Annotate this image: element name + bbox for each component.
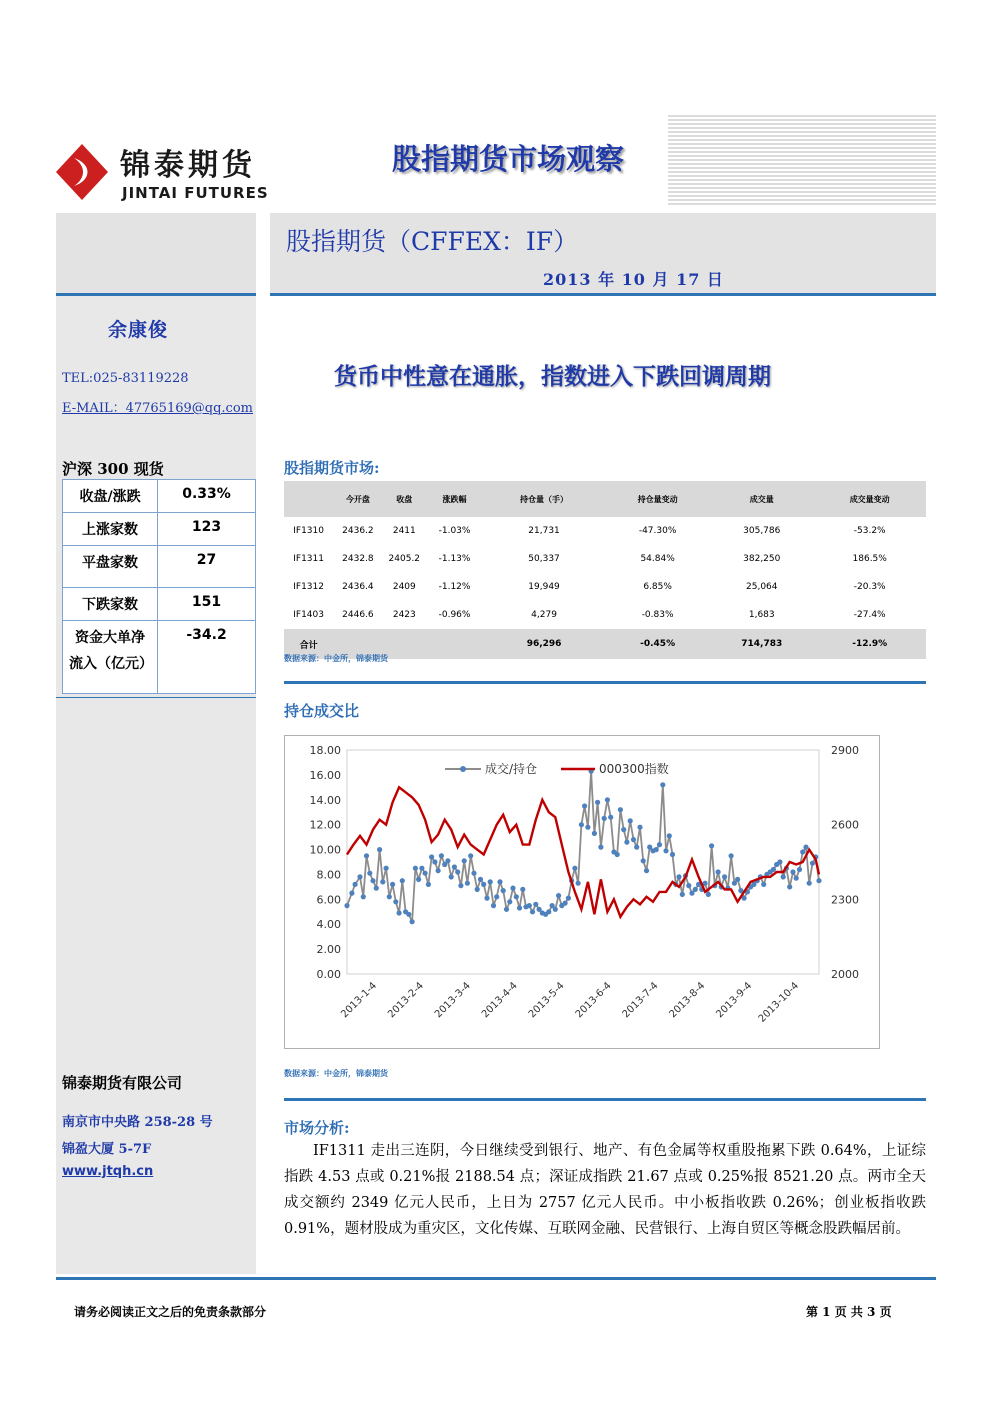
column-header: 成交量变动 xyxy=(813,481,926,517)
legend-index-label: 000300指数 xyxy=(599,762,669,776)
series-ratio-point xyxy=(686,883,691,888)
table-cell: 2405.2 xyxy=(388,554,421,564)
series-ratio-point xyxy=(491,903,496,908)
x-tick-label: 2013-10-4 xyxy=(756,980,802,1025)
series-ratio-point xyxy=(353,882,358,887)
series-ratio-point xyxy=(631,837,636,842)
table-cell: -0.83% xyxy=(641,610,674,620)
x-tick-label: 2013-6-4 xyxy=(573,980,614,1021)
y-left-tick-label: 12.00 xyxy=(309,818,341,832)
legend-ratio-marker xyxy=(460,766,466,772)
stats-row xyxy=(63,480,256,513)
y-left-tick-label: 0.00 xyxy=(316,968,341,981)
table-cell: -47.30% xyxy=(638,526,677,536)
table-cell: 合计 xyxy=(284,629,333,659)
series-ratio-point xyxy=(624,840,629,845)
series-ratio-point xyxy=(621,827,626,832)
series-ratio-point xyxy=(771,867,776,872)
series-ratio-point xyxy=(468,853,473,858)
series-ratio-point xyxy=(501,888,506,893)
x-tick-label: 2013-5-4 xyxy=(526,980,567,1021)
series-ratio-point xyxy=(576,881,581,886)
column-header: 持仓量变动 xyxy=(605,481,710,517)
table-cell: 1,683 xyxy=(748,610,775,620)
table-cell: 19,949 xyxy=(528,582,560,592)
series-ratio-point xyxy=(598,845,603,850)
divider xyxy=(284,1098,926,1101)
series-ratio-point xyxy=(478,877,483,882)
table-cell: 2436.2 xyxy=(342,526,374,536)
series-ratio-point xyxy=(377,847,382,852)
table-cell xyxy=(383,629,427,659)
series-ratio-point xyxy=(615,852,620,857)
series-ratio-point xyxy=(641,858,646,863)
series-ratio-point xyxy=(637,825,642,830)
series-ratio-point xyxy=(787,884,792,889)
company-address-line2: 锦盈大厦 5-7F xyxy=(62,1142,152,1157)
analysis-paragraph: IF1311 走出三连阴，今日继续受到银行、地产、有色金属等权重股拖累下跌 0.64%，上证综指跌 4.53 点或 0.21%报 2188.54 点；深证成指跌 21.67 点或 0.25%报 8521.20 点。两市全天成交额约 2349 亿元人民币，上日为 2757 亿元人民币。中小板指收跌 0.26%；创业板指收跌 0.91%，题材股成为重灾区，文化传媒、互联网金融、民营银行、上海自贸区等概念股跌幅居前。 xyxy=(284,1143,926,1237)
stats-value: 0.33% xyxy=(158,480,256,513)
y-left-tick-label: 6.00 xyxy=(316,893,341,907)
table-cell: 50,337 xyxy=(528,554,560,564)
series-ratio-point xyxy=(618,807,623,812)
series-ratio-point xyxy=(634,845,639,850)
series-ratio-point xyxy=(380,879,385,884)
series-ratio-point xyxy=(667,833,672,838)
x-tick-label: 2013-2-4 xyxy=(386,980,427,1021)
table-cell: 6.85% xyxy=(643,582,672,592)
series-ratio-point xyxy=(644,868,649,873)
series-ratio-point xyxy=(465,881,470,886)
series-ratio-point xyxy=(406,912,411,917)
column-header: 今开盘 xyxy=(333,481,382,517)
company-website-link[interactable]: www.jtqh.cn xyxy=(62,1164,154,1179)
series-ratio-point xyxy=(374,886,379,891)
series-ratio-point xyxy=(400,878,405,883)
market-table-header xyxy=(284,481,926,517)
series-ratio-point xyxy=(452,864,457,869)
series-ratio-point xyxy=(416,877,421,882)
series-ratio-point xyxy=(579,822,584,827)
column-header: 涨跌幅 xyxy=(426,481,483,517)
stats-label: 资金大单净流入（亿元） xyxy=(63,621,158,694)
table-cell xyxy=(426,629,483,659)
table-cell: 96,296 xyxy=(483,629,605,659)
company-name: 锦泰期货有限公司 xyxy=(62,1074,183,1092)
author-email-link[interactable]: E-MAIL：47765169@qq.com xyxy=(62,401,253,416)
x-tick-label: 2013-7-4 xyxy=(620,980,661,1021)
ratio-chart-svg xyxy=(285,736,879,1048)
footer-page-number: 第 1 页 共 3 页 xyxy=(806,1305,892,1319)
series-ratio-point xyxy=(387,894,392,899)
headline: 货币中性意在通胀，指数进入下跌回调周期 xyxy=(334,363,771,390)
y-left-tick-label: 14.00 xyxy=(309,793,341,807)
series-ratio-point xyxy=(533,902,538,907)
series-ratio-point xyxy=(553,907,558,912)
divider xyxy=(284,681,926,684)
series-ratio-point xyxy=(790,869,795,874)
series-ratio-point xyxy=(367,871,372,876)
series-ratio-point xyxy=(426,882,431,887)
table-cell: -20.3% xyxy=(853,582,886,592)
series-ratio-point xyxy=(517,905,522,910)
series-ratio-point xyxy=(706,892,711,897)
series-ratio-point xyxy=(357,874,362,879)
analysis-section-title: 市场分析: xyxy=(284,1119,350,1137)
series-ratio-point xyxy=(608,815,613,820)
x-tick-label: 2013-4-4 xyxy=(479,980,520,1021)
stats-row xyxy=(63,513,256,546)
series-ratio-point xyxy=(660,782,665,787)
series-ratio-point xyxy=(410,919,415,924)
source-note: 数据来源：中金所，锦泰期货 xyxy=(284,1068,388,1078)
series-ratio-point xyxy=(800,849,805,854)
y-left-tick-label: 8.00 xyxy=(316,868,341,882)
source-note: 数据来源：中金所，锦泰期货 xyxy=(284,653,388,663)
table-row xyxy=(284,517,926,545)
y-left-tick-label: 18.00 xyxy=(309,744,341,757)
series-ratio-point xyxy=(494,894,499,899)
table-cell: -12.9% xyxy=(813,629,926,659)
table-cell: 25,064 xyxy=(746,582,778,592)
series-ratio-point xyxy=(471,871,476,876)
stats-row xyxy=(63,546,256,588)
series-ratio-point xyxy=(413,866,418,871)
table-cell: 305,786 xyxy=(743,526,781,536)
table-cell: 2409 xyxy=(392,582,416,592)
series-ratio-point xyxy=(777,859,782,864)
divider xyxy=(56,697,256,698)
series-ratio-point xyxy=(716,869,721,874)
series-ratio-point xyxy=(585,825,590,830)
column-header: 持仓量（手） xyxy=(483,481,605,517)
column-header xyxy=(284,481,333,517)
series-ratio-point xyxy=(595,800,600,805)
table-cell: 2423 xyxy=(392,610,416,620)
series-ratio-point xyxy=(445,858,450,863)
series-ratio-point xyxy=(657,842,662,847)
series-ratio-point xyxy=(729,853,734,858)
logo-text-en: JINTAI FUTURES xyxy=(122,184,269,202)
stats-value: -34.2 xyxy=(158,621,256,694)
y-left-tick-label: 2.00 xyxy=(316,943,341,957)
series-ratio-point xyxy=(572,866,577,871)
series-ratio-point xyxy=(794,876,799,881)
series-ratio-point xyxy=(497,879,502,884)
series-ratio-point xyxy=(680,892,685,897)
series-ratio-point xyxy=(709,843,714,848)
market-table xyxy=(284,481,926,659)
plot-area xyxy=(347,750,819,974)
series-ratio-point xyxy=(458,883,463,888)
table-cell: -0.96% xyxy=(438,610,471,620)
series-ratio-point xyxy=(810,861,815,866)
table-cell: -1.12% xyxy=(438,582,471,592)
chart-section-title: 持仓成交比 xyxy=(284,702,360,720)
series-ratio-point xyxy=(488,879,493,884)
stats-value: 151 xyxy=(158,588,256,621)
report-date: 2013 年 10 月 17 日 xyxy=(543,270,724,289)
column-header: 成交量 xyxy=(710,481,813,517)
y-left-tick-label: 10.00 xyxy=(309,843,341,857)
report-subtitle: 股指期货（CFFEX：IF） xyxy=(286,227,579,256)
series-ratio-point xyxy=(510,886,515,891)
series-ratio-point xyxy=(439,853,444,858)
legend-ratio-label: 成交/持仓 xyxy=(485,762,538,776)
spot-section-title: 沪深 300 现货 xyxy=(62,460,164,478)
table-cell: 2446.6 xyxy=(342,610,374,620)
series-ratio-point xyxy=(344,903,349,908)
table-row xyxy=(284,573,926,601)
series-ratio-point xyxy=(735,877,740,882)
series-ratio-point xyxy=(390,882,395,887)
series-ratio-point xyxy=(484,896,489,901)
y-left-tick-label: 4.00 xyxy=(316,918,341,932)
series-ratio-point xyxy=(393,899,398,904)
table-row xyxy=(284,601,926,629)
table-cell: -1.13% xyxy=(438,554,471,564)
series-ratio-point xyxy=(475,887,480,892)
series-ratio-point xyxy=(364,853,369,858)
series-ratio-point xyxy=(592,831,597,836)
y-right-tick-label: 2300 xyxy=(831,893,859,907)
table-cell: IF1311 xyxy=(293,554,324,564)
sidebar-header-box xyxy=(56,213,256,293)
series-ratio-point xyxy=(761,882,766,887)
column-header: 收盘 xyxy=(383,481,427,517)
x-tick-label: 2013-1-4 xyxy=(339,980,380,1021)
table-cell: IF1312 xyxy=(293,582,324,592)
series-ratio-point xyxy=(807,881,812,886)
footer-divider xyxy=(56,1277,936,1280)
series-ratio-point xyxy=(563,901,568,906)
series-ratio-point xyxy=(432,859,437,864)
stats-label: 上涨家数 xyxy=(63,513,158,546)
series-ratio-point xyxy=(582,803,587,808)
table-cell: 2411 xyxy=(392,526,416,536)
stats-label: 平盘家数 xyxy=(63,546,158,588)
decorative-stripes xyxy=(668,115,936,207)
table-row xyxy=(284,545,926,573)
table-cell: -1.03% xyxy=(438,526,471,536)
series-ratio-point xyxy=(361,894,366,899)
table-cell: 21,731 xyxy=(528,526,560,536)
table-cell: 186.5% xyxy=(852,554,887,564)
series-ratio-point xyxy=(462,858,467,863)
series-ratio-point xyxy=(816,878,821,883)
stats-row xyxy=(63,588,256,621)
stats-label: 下跌家数 xyxy=(63,588,158,621)
series-ratio-point xyxy=(803,845,808,850)
series-ratio-point xyxy=(436,868,441,873)
table-cell: 714,783 xyxy=(710,629,813,659)
series-ratio-point xyxy=(676,874,681,879)
series-ratio-point xyxy=(654,847,659,852)
series-ratio-point xyxy=(605,797,610,802)
series-ratio-point xyxy=(514,894,519,899)
table-cell: 54.84% xyxy=(640,554,675,564)
series-ratio-point xyxy=(455,869,460,874)
series-ratio-point xyxy=(384,866,389,871)
spot-stats-table xyxy=(62,479,256,694)
series-ratio-point xyxy=(566,896,571,901)
series-ratio-point xyxy=(670,852,675,857)
company-address-line1: 南京市中央路 258-28 号 xyxy=(62,1115,213,1130)
series-ratio-point xyxy=(520,887,525,892)
stats-value: 27 xyxy=(158,546,256,588)
table-cell: 2432.8 xyxy=(342,554,374,564)
y-left-tick-label: 16.00 xyxy=(309,768,341,782)
series-ratio-point xyxy=(429,854,434,859)
series-ratio-point xyxy=(530,909,535,914)
table-cell: -53.2% xyxy=(853,526,886,536)
series-ratio-point xyxy=(556,893,561,898)
table-cell: -0.45% xyxy=(605,629,710,659)
footer-disclaimer: 请务必阅读正文之后的免责条款部分 xyxy=(74,1305,267,1319)
series-ratio-point xyxy=(693,887,698,892)
report-title: 股指期货市场观察 xyxy=(392,142,625,176)
series-ratio-point xyxy=(481,882,486,887)
series-ratio-point xyxy=(781,874,786,879)
table-cell: 4,279 xyxy=(531,610,557,620)
table-cell: IF1403 xyxy=(293,610,324,620)
series-ratio-point xyxy=(663,848,668,853)
y-right-tick-label: 2000 xyxy=(831,968,859,981)
series-ratio-point xyxy=(527,903,532,908)
series-ratio-point xyxy=(602,816,607,821)
x-tick-label: 2013-8-4 xyxy=(667,980,708,1021)
series-ratio-point xyxy=(349,891,354,896)
series-ratio-point xyxy=(449,874,454,879)
stats-label: 收盘/涨跌 xyxy=(63,480,158,513)
logo xyxy=(56,140,269,206)
logo-text-cn: 锦泰期货 xyxy=(120,148,256,183)
series-ratio-point xyxy=(507,899,512,904)
x-tick-label: 2013-3-4 xyxy=(433,980,473,1021)
series-ratio-point xyxy=(546,909,551,914)
y-right-tick-label: 2900 xyxy=(831,744,859,757)
market-section-title: 股指期货市场: xyxy=(284,459,380,477)
y-right-tick-label: 2600 xyxy=(831,818,859,832)
jintai-logo-icon xyxy=(56,144,108,200)
series-ratio-point xyxy=(397,910,402,915)
author-phone: TEL:025-83119228 xyxy=(62,371,189,386)
series-ratio-point xyxy=(797,867,802,872)
series-ratio-point xyxy=(423,871,428,876)
table-cell: -27.4% xyxy=(853,610,886,620)
series-ratio-point xyxy=(722,874,727,879)
table-cell: 382,250 xyxy=(743,554,781,564)
table-cell: IF1310 xyxy=(293,526,324,536)
table-cell: 2436.4 xyxy=(342,582,374,592)
author-name: 余康俊 xyxy=(108,319,169,341)
divider xyxy=(270,293,936,296)
x-tick-label: 2013-9-4 xyxy=(714,980,755,1021)
stats-row xyxy=(63,621,256,694)
stats-value: 123 xyxy=(158,513,256,546)
series-ratio-point xyxy=(370,878,375,883)
ratio-chart xyxy=(284,735,880,1049)
series-ratio-point xyxy=(419,866,424,871)
series-ratio-point xyxy=(504,907,509,912)
series-ratio-point xyxy=(628,818,633,823)
